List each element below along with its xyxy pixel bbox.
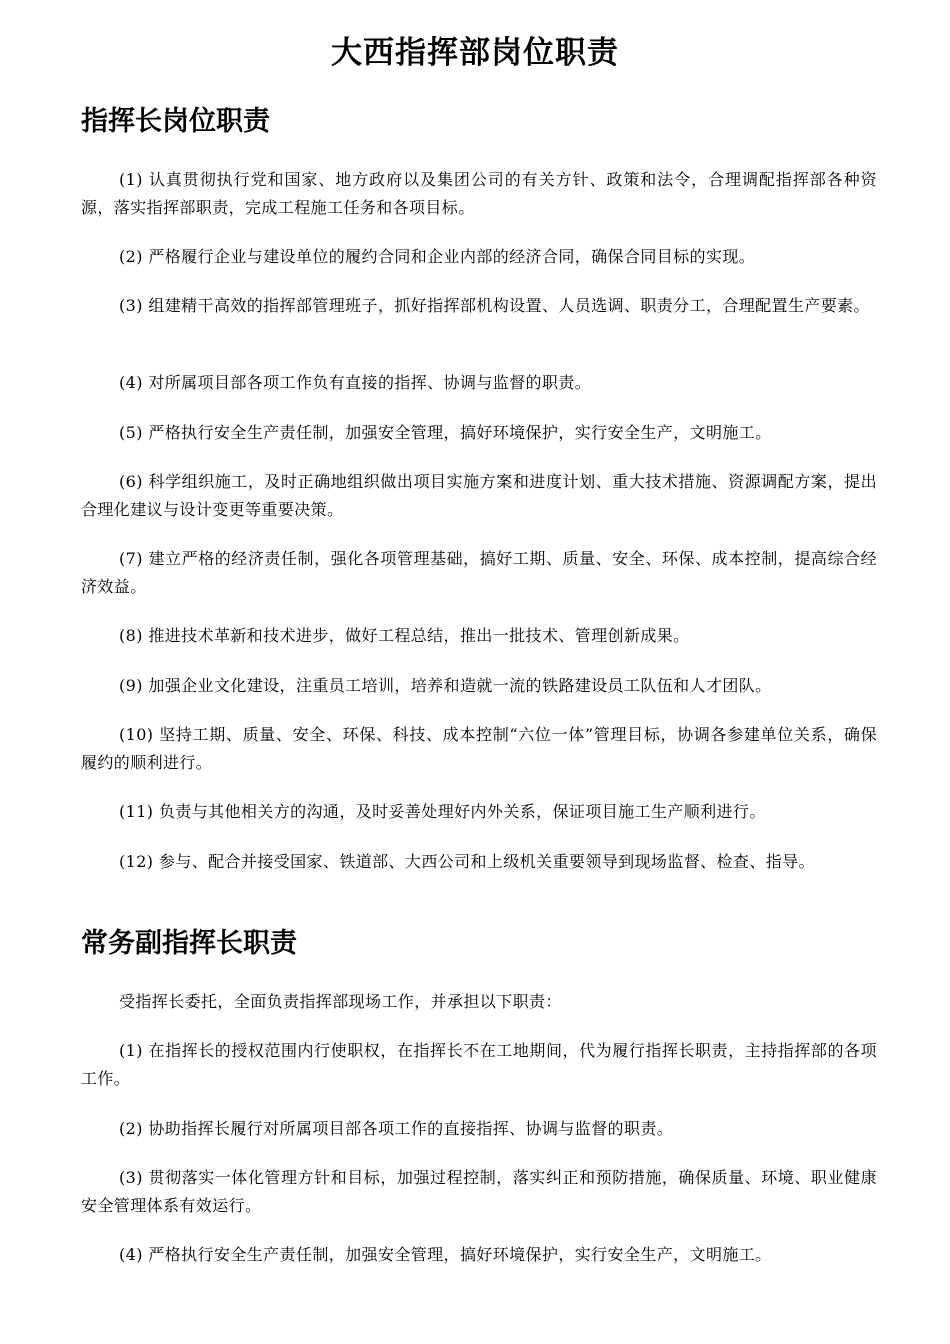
paragraph: (2) 严格履行企业与建设单位的履约合同和企业内部的经济合同，确保合同目标的实现。 bbox=[119, 247, 756, 266]
paragraph: (11) 负责与其他相关方的沟通，及时妥善处理好内外关系，保证项目施工生产顺利进行。 bbox=[119, 802, 766, 821]
paragraph: (2) 协助指挥长履行对所属项目部各项工作的直接指挥、协调与监督的职责。 bbox=[119, 1119, 674, 1138]
paragraph: (3) 组建精干高效的指挥部管理班子，抓好指挥部机构设置、人员选调、职责分工，合理配置生产要素。 bbox=[119, 296, 870, 315]
paragraph: (7) 建立严格的经济责任制，强化各项管理基础，搞好工期、质量、安全、环保、成本控制，提高综合经济效益。 bbox=[81, 549, 877, 596]
document-title: 大西指挥部岗位职责 bbox=[331, 35, 619, 71]
section-heading-deputy-commander: 常务副指挥长职责 bbox=[81, 928, 297, 959]
paragraph: (3) 贯彻落实一体化管理方针和目标，加强过程控制，落实纠正和预防措施，确保质量、环境、职业健康安全管理体系有效运行。 bbox=[81, 1168, 877, 1215]
paragraph: (4) 对所属项目部各项工作负有直接的指挥、协调与监督的职责。 bbox=[119, 373, 592, 392]
paragraph: (6) 科学组织施工，及时正确地组织做出项目实施方案和进度计划、重大技术措施、资源调配方案，提出合理化建议与设计变更等重要决策。 bbox=[81, 472, 877, 519]
paragraph: (4) 严格执行安全生产责任制，加强安全管理，搞好环境保护，实行安全生产，文明施工。 bbox=[119, 1245, 772, 1264]
paragraph: 受指挥长委托，全面负责指挥部现场工作，并承担以下职责： bbox=[119, 992, 562, 1011]
paragraph: (9) 加强企业文化建设，注重员工培训，培养和造就一流的铁路建设员工队伍和人才团队。 bbox=[119, 676, 772, 695]
paragraph: (1) 认真贯彻执行党和国家、地方政府以及集团公司的有关方针、政策和法令，合理调配指挥部各种资源，落实指挥部职责，完成工程施工任务和各项目标。 bbox=[81, 170, 877, 217]
paragraph: (8) 推进技术革新和技术进步，做好工程总结，推出一批技术、管理创新成果。 bbox=[119, 626, 690, 645]
section-heading-commander: 指挥长岗位职责 bbox=[81, 106, 270, 137]
paragraph: (1) 在指挥长的授权范围内行使职权，在指挥长不在工地期间，代为履行指挥长职责，主持指挥部的各项工作。 bbox=[81, 1041, 877, 1088]
paragraph: (5) 严格执行安全生产责任制，加强安全管理，搞好环境保护，实行安全生产，文明施工。 bbox=[119, 423, 772, 442]
paragraph: (12) 参与、配合并接受国家、铁道部、大西公司和上级机关重要领导到现场监督、检查、指导。 bbox=[119, 852, 815, 871]
paragraph: (10) 坚持工期、质量、安全、环保、科技、成本控制“六位一体”管理目标，协调各参建单位关系，确保履约的顺利进行。 bbox=[81, 725, 877, 772]
